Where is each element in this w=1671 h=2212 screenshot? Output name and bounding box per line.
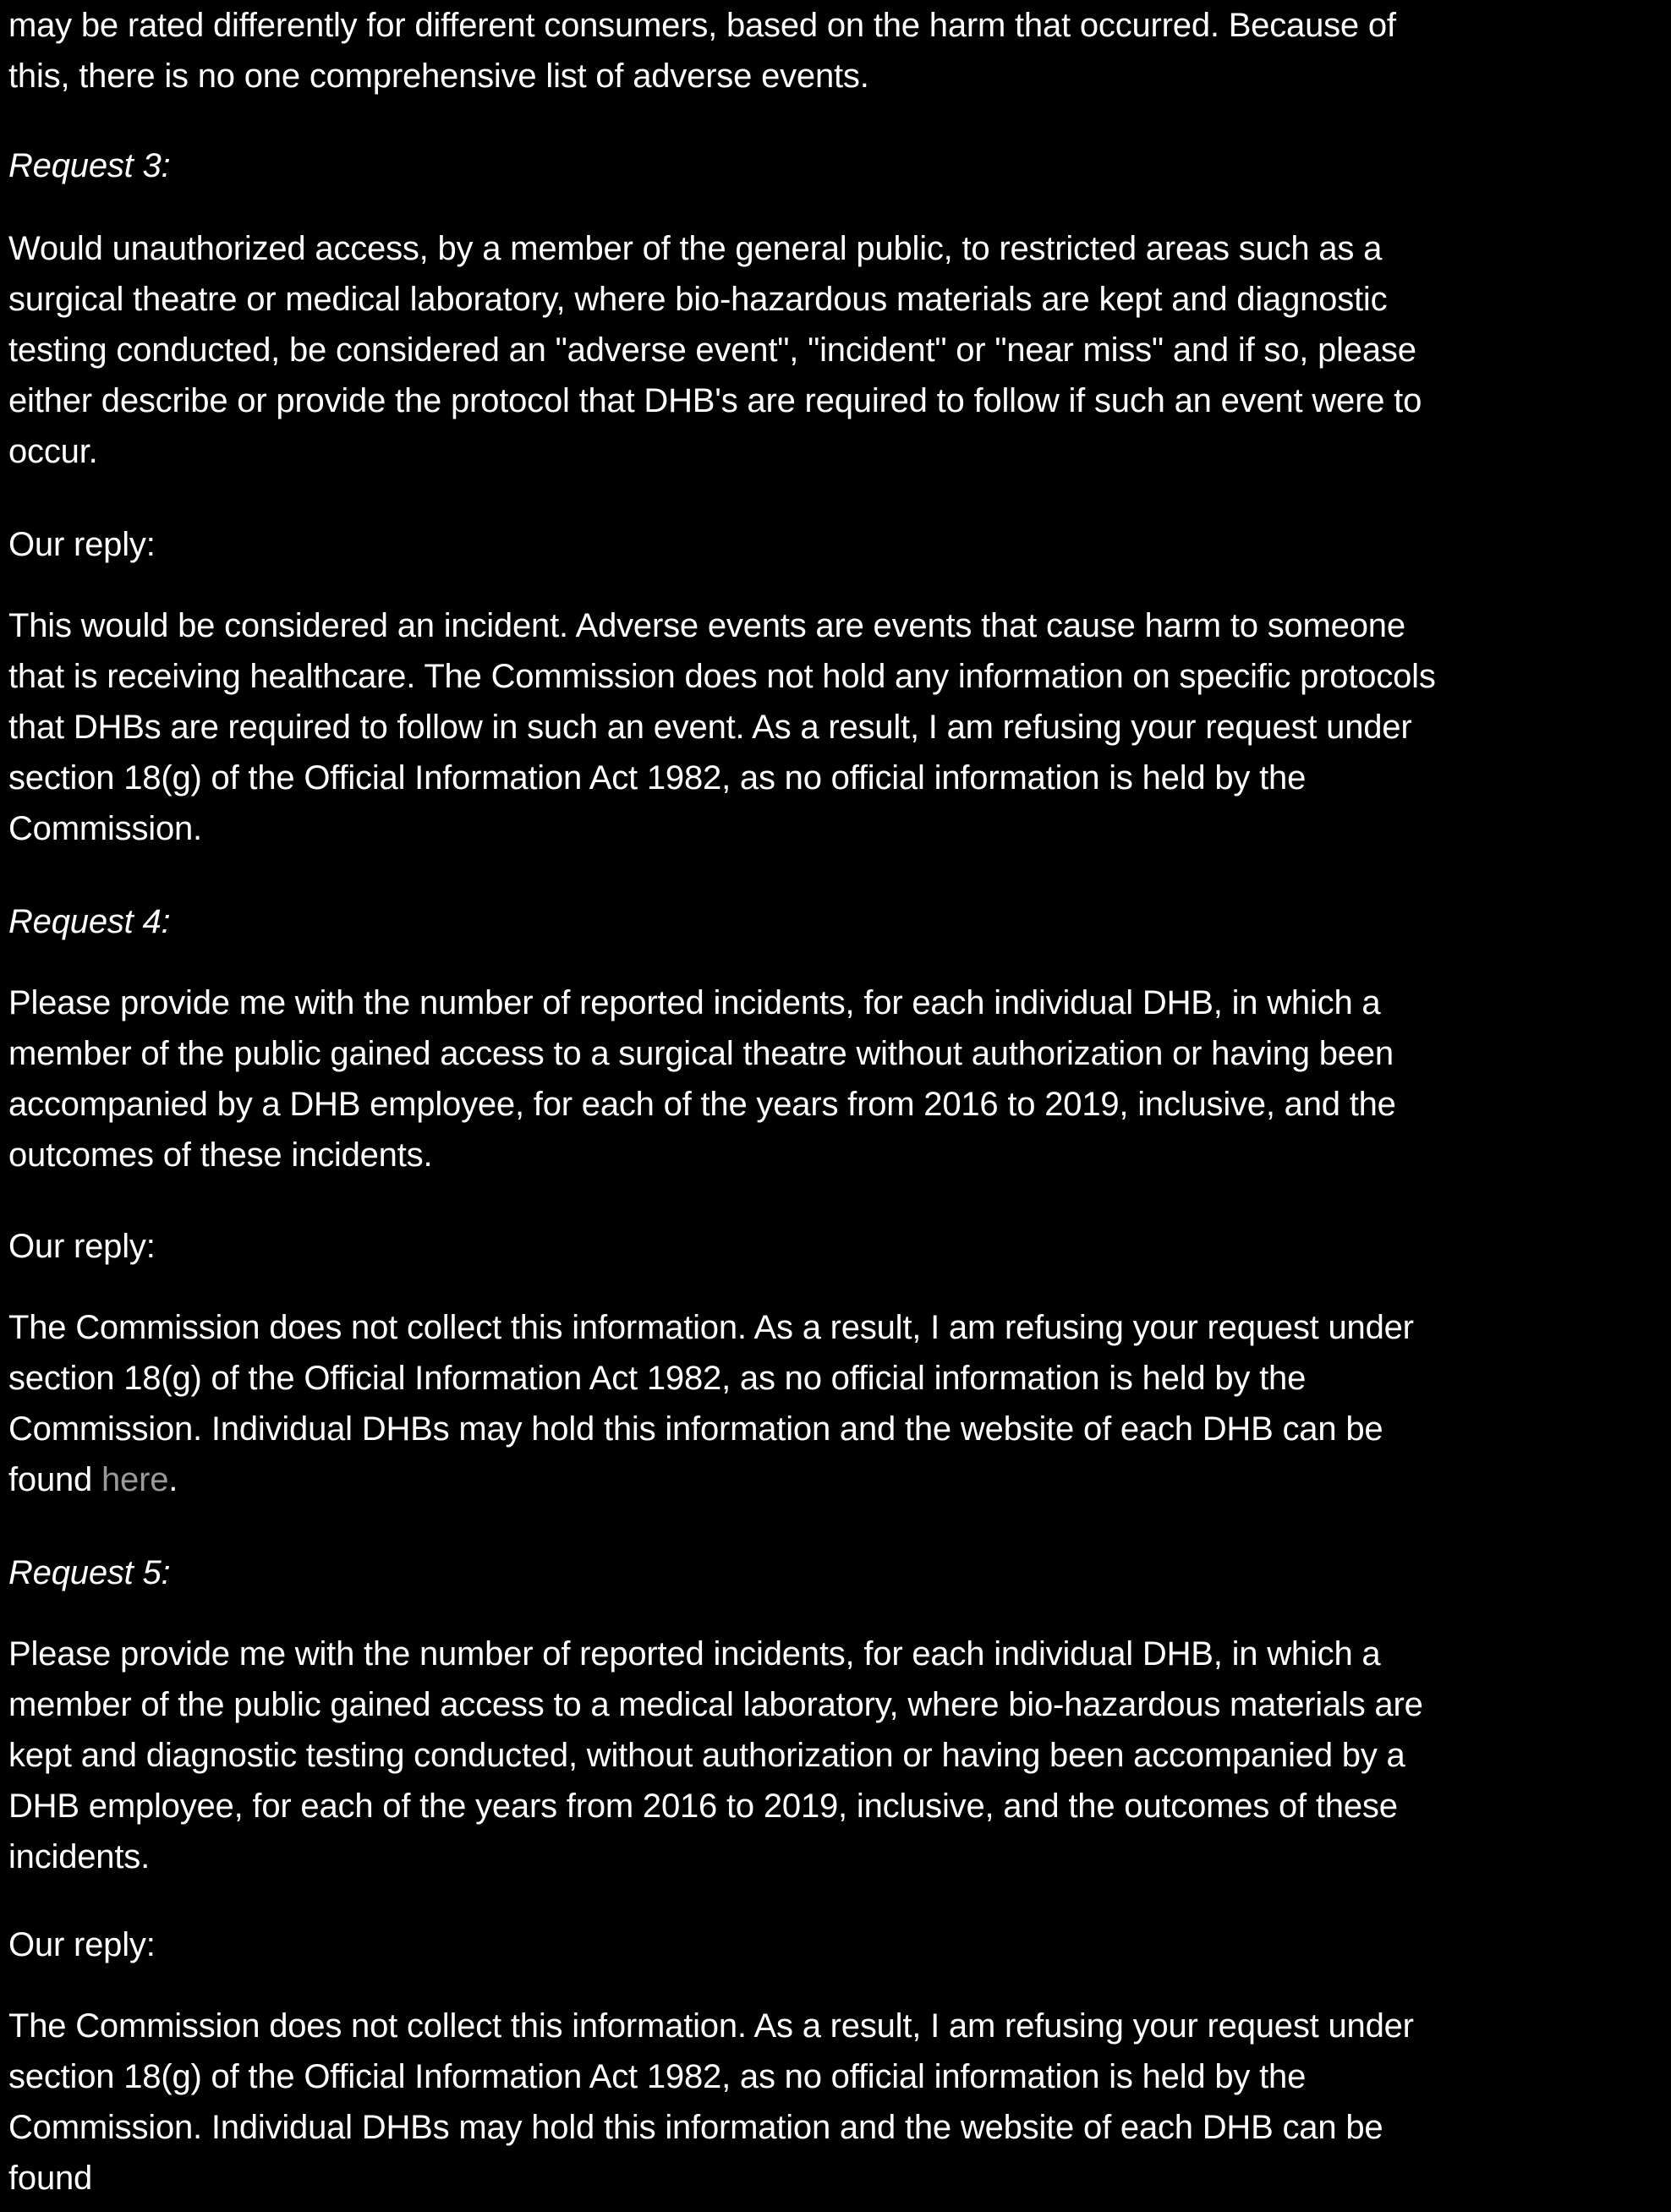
request-4-reply-text: The Commission does not collect this information. As a result, I am refusing your request under section 18(g) of the Official Information Act 1982, as no official information is held by the Commission. Individual DHBs may hold this information and the website of each DHB can be found	[8, 1309, 1414, 1498]
request-4-reply	[8, 1302, 1414, 1505]
request-3-reply: This would be considered an incident. Adverse events are events that cause harm to someone that is receiving healthcare. The Commission does not hold any information on specific protocols that DHBs are required to follow in such an event. As a result, I am refusing your request under section 18(g) of the Official Information Act 1982, as no official information is held by the Commission.	[8, 607, 1436, 847]
request-5-reply-label: Our reply:	[8, 1926, 156, 1963]
request-5-question: Please provide me with the number of reported incidents, for each individual DHB, in which a member of the public gained access to a medical laboratory, where bio-hazardous materials are kept and diagnostic testing conducted, without authorization or having been accompanied by a DHB employee, for each of the years from 2016 to 2019, inclusive, and the outcomes of these incidents.	[8, 1635, 1423, 1875]
request-4-reply-label: Our reply:	[8, 1228, 156, 1265]
request-4-heading: Request 4:	[8, 903, 171, 940]
request-3-heading: Request 3:	[8, 147, 171, 184]
request-3-reply-label: Our reply:	[8, 526, 156, 563]
intro-paragraph: may be rated differently for different consumers, based on the harm that occurred. Because of this, there is no one comprehensive list of adverse events.	[8, 7, 1396, 95]
request-5-heading: Request 5:	[8, 1554, 171, 1591]
request-3-question: Would unauthorized access, by a member of the general public, to restricted areas such as a surgical theatre or medical laboratory, where bio-hazardous materials are kept and diagnostic testing conducted, be considered an "adverse event", "incident" or "near miss" and if so, please either describe or provide the protocol that DHB's are required to follow if such an event were to occur.	[8, 230, 1422, 470]
here-link[interactable]: here	[101, 1461, 169, 1498]
request-4-reply-end: .	[168, 1461, 178, 1498]
request-4-question: Please provide me with the number of reported incidents, for each individual DHB, in which a member of the public gained access to a surgical theatre without authorization or having been accompanied by a DHB employee, for each of the years from 2016 to 2019, inclusive, and the outcomes of these incidents.	[8, 984, 1396, 1174]
request-5-reply: The Commission does not collect this information. As a result, I am refusing your request under section 18(g) of the Official Information Act 1982, as no official information is held by the Commission. Individual DHBs may hold this information and the website of each DHB can be found	[8, 2007, 1414, 2197]
